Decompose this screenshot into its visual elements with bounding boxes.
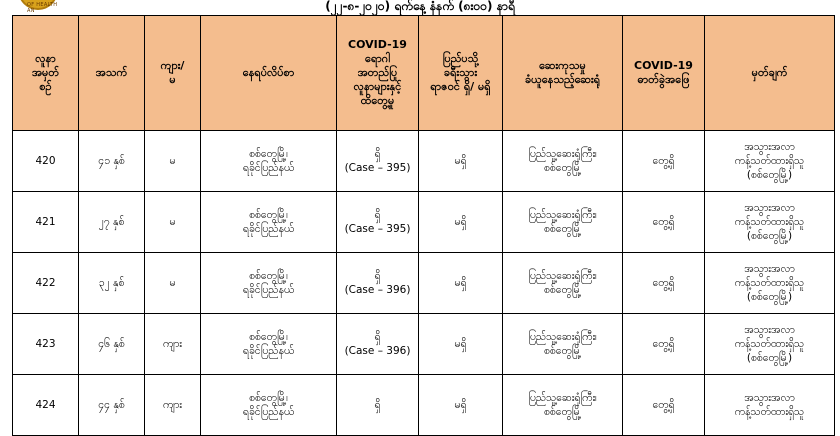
table-row xyxy=(13,192,835,253)
header-age: အသက် xyxy=(79,16,145,131)
table-row xyxy=(13,253,835,314)
contact-cell: ရှိ xyxy=(337,375,419,436)
case-number-cell: 421 xyxy=(13,192,79,253)
report-date-subtitle: (၂၂-၈-၂၀၂၀) ရက်နေ့ နံနက် (၈း၀၀) နာရီ xyxy=(325,0,515,13)
remark-cell: အသွားအလာ ကန့်သတ်ထားရှိသူ (စစ်တွေမြို့) xyxy=(705,131,835,192)
lab-result-cell: တွေ့ရှိ xyxy=(623,192,705,253)
header-contact: COVID-19 ရောဂါ အတည်ပြု လူနာများနှင့် ထိတွေ့မှု xyxy=(337,16,419,131)
table-row xyxy=(13,375,835,436)
header-remark: မှတ်ချက် xyxy=(705,16,835,131)
remark-cell: အသွားအလာ ကန့်သတ်ထားရှိသူ (စစ်တွေမြို့) xyxy=(705,314,835,375)
address-cell: စစ်တွေမြို့၊ ရခိုင်ပြည်နယ် xyxy=(201,314,337,375)
header-travel-history: ပြည်ပသို့ ခရီးသွား ရာဇဝင် ရှိ/ မရှိ xyxy=(419,16,503,131)
travel-cell: မရှိ xyxy=(419,253,503,314)
hospital-cell: ပြည်သူ့ဆေးရုံကြီး၊ စစ်တွေမြို့ xyxy=(503,314,623,375)
address-cell: စစ်တွေမြို့၊ ရခိုင်ပြည်နယ် xyxy=(201,192,337,253)
header-lab-result: COVID-19 ဓာတ်ခွဲအဖြေ xyxy=(623,16,705,131)
age-cell: ၄၆ နှစ် xyxy=(79,314,145,375)
travel-cell: မရှိ xyxy=(419,192,503,253)
lab-result-cell: တွေ့ရှိ xyxy=(623,253,705,314)
hospital-cell: ပြည်သူ့ဆေးရုံကြီး၊ စစ်တွေမြို့ xyxy=(503,192,623,253)
header-address: နေရပ်လိပ်စာ xyxy=(201,16,337,131)
lab-result-cell: တွေ့ရှိ xyxy=(623,131,705,192)
contact-cell: ရှိ (Case – 396) xyxy=(337,253,419,314)
contact-cell: ရှိ (Case – 395) xyxy=(337,131,419,192)
remark-cell: အသွားအလာ ကန့်သတ်ထားရှိသူ xyxy=(705,375,835,436)
case-number-cell: 422 xyxy=(13,253,79,314)
address-cell: စစ်တွေမြို့၊ ရခိုင်ပြည်နယ် xyxy=(201,375,337,436)
table-row xyxy=(13,314,835,375)
case-number-cell: 423 xyxy=(13,314,79,375)
sex-cell: ကျား xyxy=(145,375,201,436)
age-cell: ၄၁ နှစ် xyxy=(79,131,145,192)
age-cell: ၂၇ နှစ် xyxy=(79,192,145,253)
sex-cell: ကျား xyxy=(145,314,201,375)
header-row xyxy=(13,16,835,131)
contact-cell: ရှိ (Case – 395) xyxy=(337,192,419,253)
header-sex: ကျား/ မ xyxy=(145,16,201,131)
remark-cell: အသွားအလာ ကန့်သတ်ထားရှိသူ (စစ်တွေမြို့) xyxy=(705,192,835,253)
hospital-cell: ပြည်သူ့ဆေးရုံကြီး၊ စစ်တွေမြို့ xyxy=(503,131,623,192)
travel-cell: မရှိ xyxy=(419,314,503,375)
header-case-number: လူနာ အမှတ် စဉ် xyxy=(13,16,79,131)
contact-cell: ရှိ (Case – 396) xyxy=(337,314,419,375)
sex-cell: မ xyxy=(145,253,201,314)
lab-result-cell: တွေ့ရှိ xyxy=(623,375,705,436)
travel-cell: မရှိ xyxy=(419,131,503,192)
case-number-cell: 420 xyxy=(13,131,79,192)
case-number-cell: 424 xyxy=(13,375,79,436)
sex-cell: မ xyxy=(145,192,201,253)
logo-caption: OF HEALTH AN xyxy=(27,2,58,12)
table-row xyxy=(13,131,835,192)
hospital-cell: ပြည်သူ့ဆေးရုံကြီး၊ စစ်တွေမြို့ xyxy=(503,375,623,436)
address-cell: စစ်တွေမြို့၊ ရခိုင်ပြည်နယ် xyxy=(201,253,337,314)
hospital-cell: ပြည်သူ့ဆေးရုံကြီး၊ စစ်တွေမြို့ xyxy=(503,253,623,314)
age-cell: ၃၂ နှစ် xyxy=(79,253,145,314)
lab-result-cell: တွေ့ရှိ xyxy=(623,314,705,375)
case-table xyxy=(12,15,835,436)
document-header xyxy=(0,0,840,16)
header-hospital: ဆေးကုသမှု ခံယူနေသည့်ဆေးရုံ xyxy=(503,16,623,131)
sex-cell: မ xyxy=(145,131,201,192)
age-cell: ၄၄ နှစ် xyxy=(79,375,145,436)
address-cell: စစ်တွေမြို့၊ ရခိုင်ပြည်နယ် xyxy=(201,131,337,192)
remark-cell: အသွားအလာ ကန့်သတ်ထားရှိသူ (စစ်တွေမြို့) xyxy=(705,253,835,314)
travel-cell: မရှိ xyxy=(419,375,503,436)
